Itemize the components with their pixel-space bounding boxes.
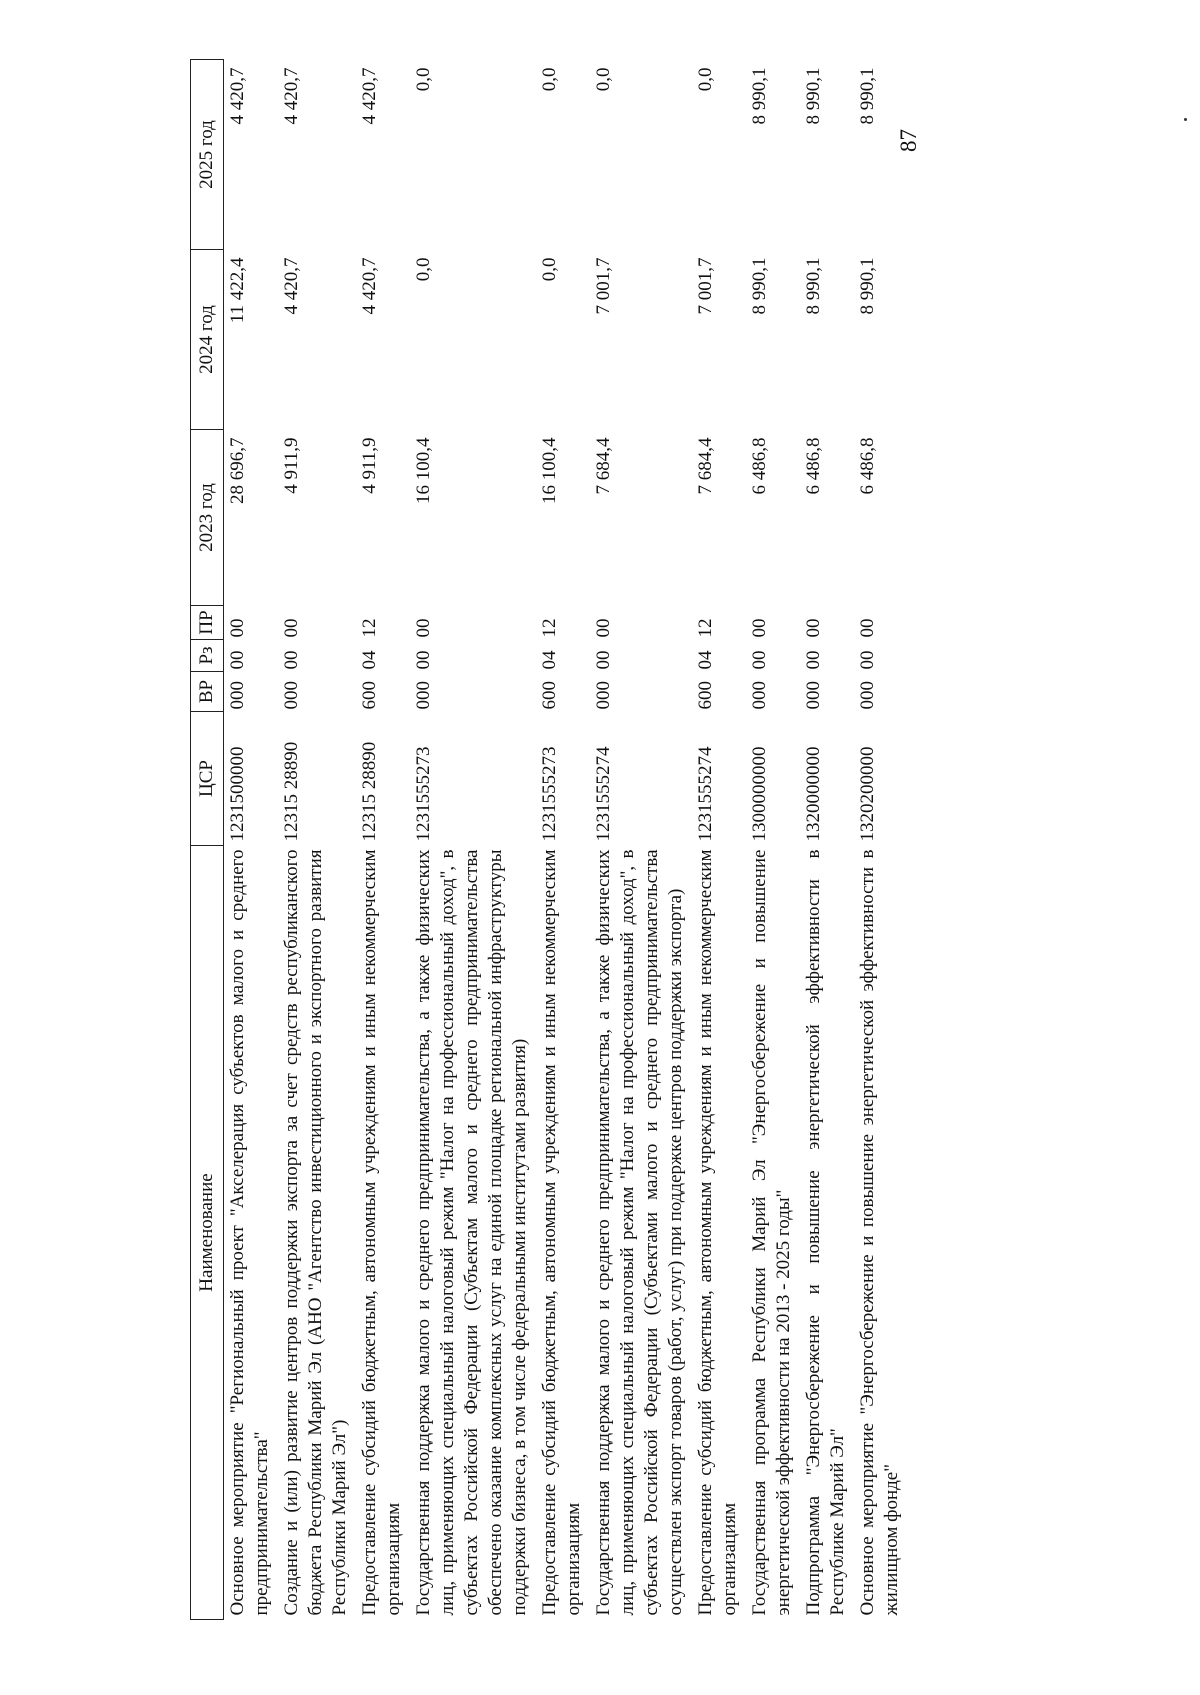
table-row xyxy=(278,60,356,1620)
row-vr: 000 xyxy=(593,681,614,710)
row-rz: 00 xyxy=(281,650,302,670)
row-csr: 12315 28890 xyxy=(359,741,380,842)
row-2025: 4 420,7 xyxy=(281,67,302,125)
row-name: Предоставление субсидий бюджетным, автономным учреждениям и иным некоммерческим организациям xyxy=(359,849,404,1616)
row-2025: 4 420,7 xyxy=(227,67,248,125)
table-row xyxy=(536,60,590,1620)
row-2023: 28 696,7 xyxy=(227,437,248,504)
row-2023: 4 911,9 xyxy=(359,437,380,494)
row-pr: 00 xyxy=(803,618,824,638)
row-2025: 8 990,1 xyxy=(803,67,824,125)
header-csr: ЦСР xyxy=(191,712,224,846)
table-row xyxy=(590,60,692,1620)
row-rz: 00 xyxy=(227,650,248,670)
row-csr: 1231555274 xyxy=(593,746,614,842)
row-2025: 0,0 xyxy=(413,67,434,92)
row-name: Государственная поддержка малого и среднего предпринимательства, а также физических лиц, применяющих специальный налоговый режим "Налог на профессиональный доход", в субъектах Российской Федерации (Субъектам малого и среднего предпринимательства обеспечено оказание комплексных услуг на единой площадке региональной инфраструктуры поддержки бизнеса, в том числе федеральными институтами развития) xyxy=(413,849,530,1616)
row-2025: 0,0 xyxy=(695,67,716,92)
row-pr: 00 xyxy=(281,618,302,638)
row-2023: 16 100,4 xyxy=(413,437,434,504)
row-csr: 1300000000 xyxy=(749,746,770,842)
row-name: Основное мероприятие "Региональный проект "Акселерация субъектов малого и среднего предпринимательства" xyxy=(227,849,272,1616)
table-row xyxy=(410,60,536,1620)
row-rz: 00 xyxy=(857,650,878,670)
row-csr: 12315 28890 xyxy=(281,741,302,842)
header-pr: ПР xyxy=(191,606,224,640)
row-vr: 000 xyxy=(281,681,302,710)
row-2024: 8 990,1 xyxy=(857,257,878,315)
rotated-table-container xyxy=(190,60,1030,1620)
table-row xyxy=(800,60,854,1620)
header-name: Наименование xyxy=(191,846,224,1620)
row-csr: 1231500000 xyxy=(227,746,248,842)
row-name: Предоставление субсидий бюджетным, автономным учреждениям и иным некоммерческим организациям xyxy=(695,849,740,1616)
row-name: Государственная программа Республики Марий Эл "Энергосбережение и повышение энергетической эффективности на 2013 - 2025 годы" xyxy=(749,849,794,1616)
row-pr: 00 xyxy=(413,618,434,638)
table-row xyxy=(692,60,746,1620)
row-2025: 0,0 xyxy=(539,67,560,92)
row-vr: 000 xyxy=(413,681,434,710)
header-2025: 2025 год xyxy=(191,60,224,250)
row-name: Подпрограмма "Энергосбережение и повышение энергетической эффективности в Республике Марий Эл" xyxy=(803,849,848,1616)
row-2024: 0,0 xyxy=(413,257,434,282)
row-pr: 12 xyxy=(539,618,560,638)
header-rz: Рз xyxy=(191,640,224,672)
row-pr: 00 xyxy=(857,618,878,638)
row-2024: 0,0 xyxy=(539,257,560,282)
table-header-row xyxy=(191,60,224,1620)
row-2025: 0,0 xyxy=(593,67,614,92)
row-2024: 8 990,1 xyxy=(803,257,824,315)
row-name: Создание и (или) развитие центров поддержки экспорта за счет средств республиканского бюджета Республики Марий Эл (АНО "Агентство инвестиционного и экспортного развития Республики Марий Эл") xyxy=(281,849,350,1616)
row-vr: 000 xyxy=(857,681,878,710)
row-csr: 1320000000 xyxy=(803,746,824,842)
row-2024: 4 420,7 xyxy=(281,257,302,315)
row-2023: 16 100,4 xyxy=(539,437,560,504)
table-row xyxy=(224,60,279,1620)
row-rz: 00 xyxy=(803,650,824,670)
header-vr: ВР xyxy=(191,672,224,712)
budget-table xyxy=(190,59,908,1620)
row-rz: 04 xyxy=(695,650,716,670)
row-vr: 600 xyxy=(359,681,380,710)
row-2023: 4 911,9 xyxy=(281,437,302,494)
row-2025: 8 990,1 xyxy=(857,67,878,125)
speck xyxy=(1184,118,1187,121)
row-2023: 6 486,8 xyxy=(749,437,770,495)
row-2023: 6 486,8 xyxy=(857,437,878,495)
row-rz: 04 xyxy=(539,650,560,670)
row-rz: 00 xyxy=(749,650,770,670)
row-2024: 4 420,7 xyxy=(359,257,380,315)
row-csr: 1231555273 xyxy=(539,746,560,842)
row-vr: 600 xyxy=(695,681,716,710)
row-pr: 00 xyxy=(227,618,248,638)
row-rz: 00 xyxy=(593,650,614,670)
row-name: Основное мероприятие "Энергосбережение и повышение энергетической эффективности в жилищном фонде" xyxy=(857,849,902,1616)
row-rz: 04 xyxy=(359,650,380,670)
row-vr: 000 xyxy=(803,681,824,710)
header-2024: 2024 год xyxy=(191,250,224,430)
table-row xyxy=(356,60,410,1620)
row-vr: 600 xyxy=(539,681,560,710)
header-2023: 2023 год xyxy=(191,430,224,606)
row-name: Государственная поддержка малого и среднего предпринимательства, а также физических лиц, применяющих специальный налоговый режим "Налог на профессиональный доход", в субъектах Российской Федерации (Субъектами малого и среднего предпринимательства осуществлен экспорт товаров (работ, услуг) при поддержке центров поддержки экспорта) xyxy=(593,849,686,1616)
row-pr: 12 xyxy=(695,618,716,638)
row-vr: 000 xyxy=(749,681,770,710)
table-row xyxy=(854,60,908,1620)
row-2023: 7 684,4 xyxy=(695,437,716,495)
row-name: Предоставление субсидий бюджетным, автономным учреждениям и иным некоммерческим организациям xyxy=(539,849,584,1616)
row-2024: 7 001,7 xyxy=(695,257,716,315)
row-rz: 00 xyxy=(413,650,434,670)
row-2023: 6 486,8 xyxy=(803,437,824,495)
row-2025: 4 420,7 xyxy=(359,67,380,125)
row-2024: 11 422,4 xyxy=(227,257,248,324)
table-row xyxy=(746,60,800,1620)
row-pr: 00 xyxy=(749,618,770,638)
page-number: 87 xyxy=(896,129,921,152)
row-pr: 00 xyxy=(593,618,614,638)
row-csr: 1231555274 xyxy=(695,746,716,842)
row-2023: 7 684,4 xyxy=(593,437,614,495)
row-2024: 8 990,1 xyxy=(749,257,770,315)
row-2024: 7 001,7 xyxy=(593,257,614,315)
row-vr: 000 xyxy=(227,681,248,710)
row-pr: 12 xyxy=(359,618,380,638)
row-2025: 8 990,1 xyxy=(749,67,770,125)
row-csr: 1320200000 xyxy=(857,746,878,842)
row-csr: 1231555273 xyxy=(413,746,434,842)
